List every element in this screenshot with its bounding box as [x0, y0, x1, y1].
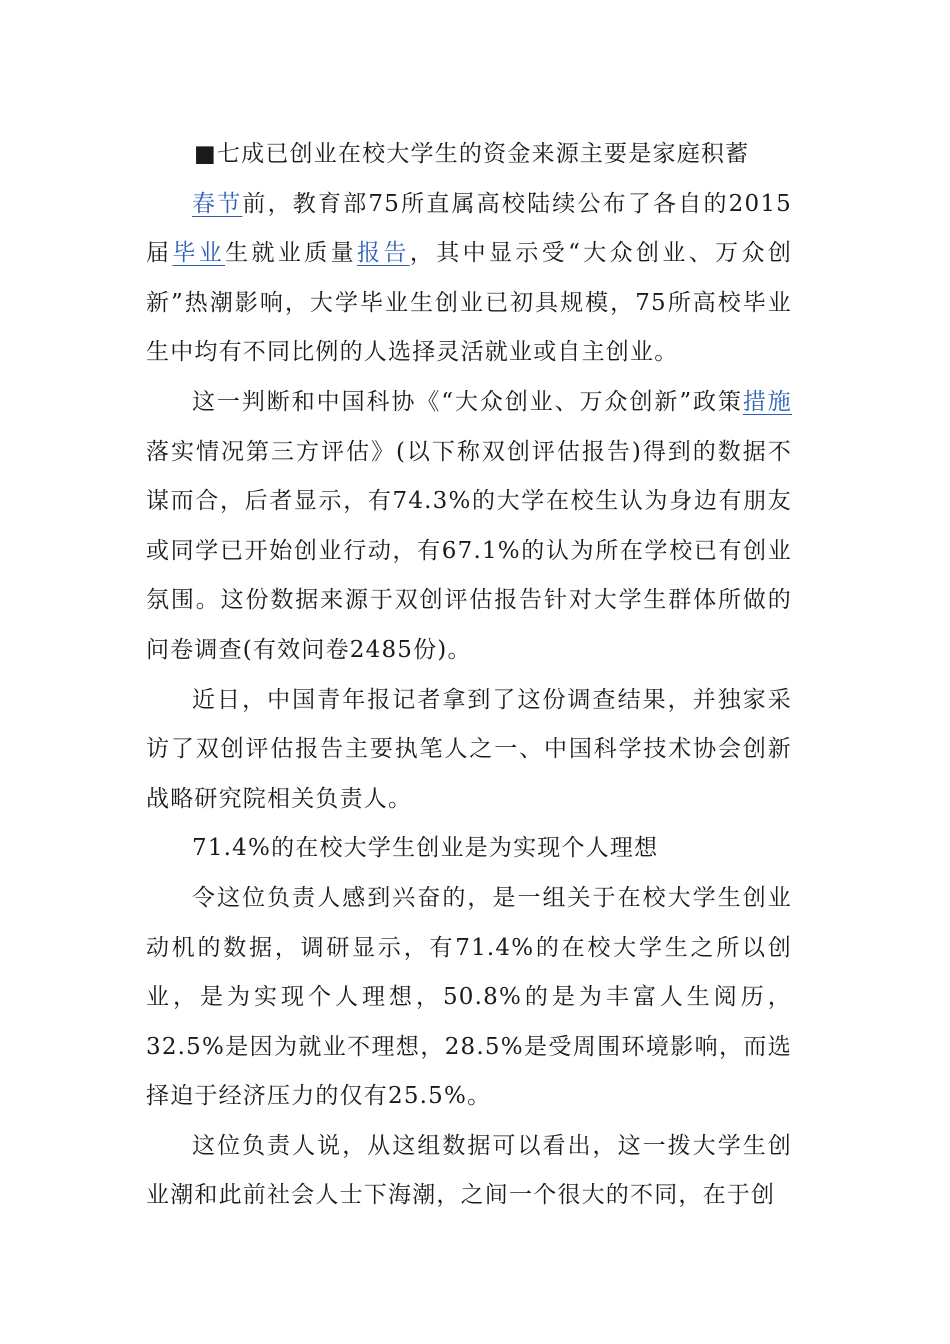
paragraph-1-text-1: 前，教育部75所直属高校陆续公布了各自的2015届: [146, 190, 792, 267]
paragraph-2-text-1: 这一判断和中国科协《“大众创业、万众创新”政策: [192, 388, 743, 415]
paragraph-1-text-3: ，其中显示受“大众创业、万众创新”热潮影响，大学毕业生创业已初具规模，75所高校毕业生中均有不同比例的人选择灵活就业或自主创业。: [146, 240, 793, 366]
paragraph-2: [146, 378, 792, 676]
article-body: [146, 130, 792, 1221]
paragraph-1-text-2: 生就业质量: [225, 240, 358, 267]
paragraph-1: [146, 180, 792, 378]
paragraph-3: 近日，中国青年报记者拿到了这份调查结果，并独家采访了双创评估报告主要执笔人之一、中国科学技术协会创新战略研究院相关负责人。: [146, 686, 792, 812]
link-measures[interactable]: 措施: [742, 388, 792, 415]
section-headline: ■七成已创业在校大学生的资金来源主要是家庭积蓄: [194, 141, 750, 167]
paragraph-5: 这位负责人说，从这组数据可以看出，这一拨大学生创业潮和此前社会人士下海潮，之间一个很大的不同，在于创: [146, 1132, 792, 1209]
link-spring-festival[interactable]: 春节: [192, 190, 243, 217]
subheading: 71.4%的在校大学生创业是为实现个人理想: [192, 835, 659, 862]
paragraph-4: 令这位负责人感到兴奋的，是一组关于在校大学生创业动机的数据，调研显示，有71.4%的在校大学生之所以创业，是为实现个人理想，50.8%的是为丰富人生阅历，32.5%是因为就业不理想，28.5%是受周围环境影响，而选择迫于经济压力的仅有25.5%。: [146, 884, 792, 1110]
paragraph-2-text-2: 落实情况第三方评估》(以下称双创评估报告)得到的数据不谋而合，后者显示，有74.3%的大学在校生认为身边有朋友或同学已开始创业行动，有67.1%的认为所在学校已有创业氛围。这份数据来源于双创评估报告针对大学生群体所做的问卷调查(有效问卷2485份)。: [146, 438, 792, 663]
link-graduate[interactable]: 毕业: [172, 240, 226, 267]
link-report[interactable]: 报告: [357, 240, 410, 267]
